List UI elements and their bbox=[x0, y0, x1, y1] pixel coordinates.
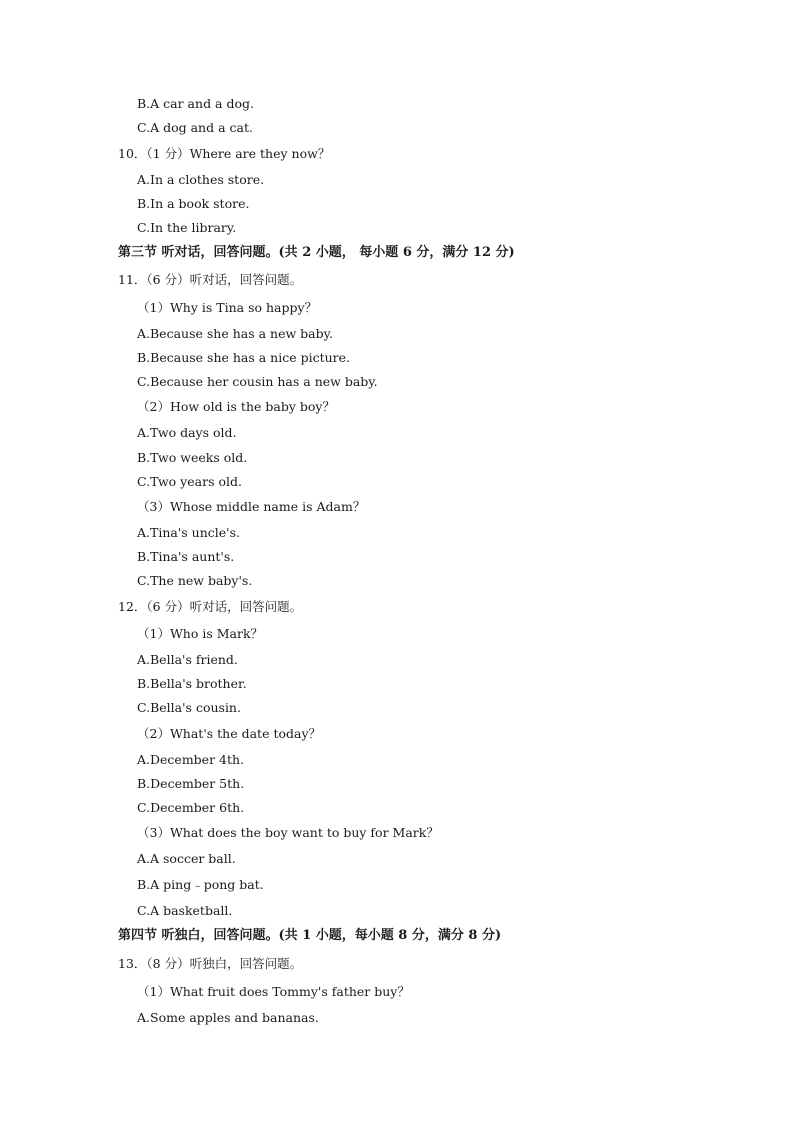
q9-option-c: C.A dog and a cat. bbox=[137, 120, 253, 135]
q9-option-b: B.A car and a dog. bbox=[137, 96, 254, 111]
q11-sub1-option-c: C.Because her cousin has a new baby. bbox=[137, 374, 378, 389]
q11-sub3-option-b: B.Tina's aunt's. bbox=[137, 549, 235, 564]
q11-sub2-option-b: B.Two weeks old. bbox=[137, 450, 248, 465]
q10-option-a: A.In a clothes store. bbox=[137, 172, 265, 187]
q12-sub3-stem: （3）What does the boy want to buy for Mark？ bbox=[137, 825, 439, 840]
q11-sub1-option-a: A.Because she has a new baby. bbox=[137, 326, 333, 341]
q11-sub1-option-b: B.Because she has a nice picture. bbox=[137, 350, 351, 365]
section4-heading: 第四节 听独白，回答问题。(共 1 小题，每小题 8 分，满分 8 分) bbox=[118, 928, 502, 943]
q12-sub3-option-b: B.A ping﹣pong bat. bbox=[137, 877, 264, 892]
q11-sub2-stem: （2）How old is the baby boy？ bbox=[137, 399, 335, 414]
q13-sub1-stem: （1）What fruit does Tommy's father buy？ bbox=[137, 984, 410, 999]
q13-stem: 13．（8 分）听独白，回答问题。 bbox=[118, 956, 303, 971]
q12-sub2-option-a: A.December 4th. bbox=[137, 752, 245, 767]
q10-option-b: B.In a book store. bbox=[137, 196, 250, 211]
q12-sub1-stem: （1）Who is Mark？ bbox=[137, 626, 264, 641]
q11-sub1-stem: （1）Why is Tina so happy？ bbox=[137, 300, 318, 315]
q11-sub3-option-c: C.The new baby's. bbox=[137, 573, 253, 588]
q10-option-c: C.In the library. bbox=[137, 220, 237, 235]
q12-stem: 12．（6 分）听对话，回答问题。 bbox=[118, 599, 303, 614]
q12-sub3-option-c: C.A basketball. bbox=[137, 903, 233, 918]
q10-stem: 10．（1 分）Where are they now？ bbox=[118, 146, 331, 161]
q12-sub1-option-a: A.Bella's friend. bbox=[137, 652, 238, 667]
q12-sub3-option-a: A.A soccer ball. bbox=[137, 851, 236, 866]
q11-stem: 11．（6 分）听对话，回答问题。 bbox=[118, 272, 303, 287]
q12-sub2-option-c: C.December 6th. bbox=[137, 800, 245, 815]
q11-sub3-option-a: A.Tina's uncle's. bbox=[137, 525, 240, 540]
q11-sub2-option-a: A.Two days old. bbox=[137, 425, 237, 440]
q12-sub1-option-c: C.Bella's cousin. bbox=[137, 700, 241, 715]
section3-heading: 第三节 听对话，回答问题。(共 2 小题， 每小题 6 分，满分 12 分) bbox=[118, 245, 515, 260]
q13-sub1-option-a: A.Some apples and bananas. bbox=[137, 1010, 319, 1025]
q12-sub2-option-b: B.December 5th. bbox=[137, 776, 245, 791]
q12-sub2-stem: （2）What's the date today？ bbox=[137, 726, 322, 741]
q12-sub1-option-b: B.Bella's brother. bbox=[137, 676, 247, 691]
q11-sub3-stem: （3）Whose middle name is Adam？ bbox=[137, 499, 366, 514]
q11-sub2-option-c: C.Two years old. bbox=[137, 474, 242, 489]
